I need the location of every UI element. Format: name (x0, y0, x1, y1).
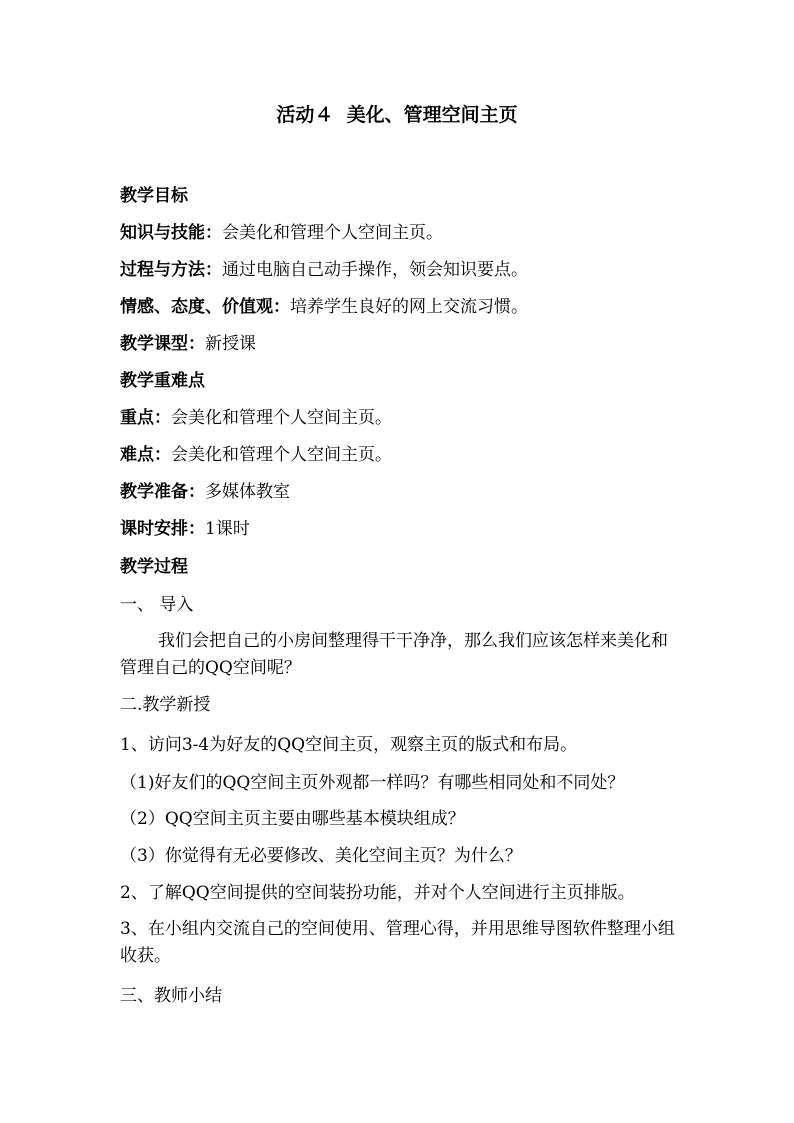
knowledge-line (120, 222, 690, 244)
key-point-line (120, 407, 690, 429)
item-2: 2、了解QQ空间提供的空间装扮功能，并对个人空间进行主页排版。 (120, 883, 635, 903)
preparation-line (120, 481, 690, 503)
lesson-type-text: 新授课 (205, 334, 256, 354)
emotion-text: 培养学生良好的网上交流习惯。 (290, 297, 528, 317)
schedule-label: 课时安排： (120, 519, 205, 539)
difficult-point-text: 会美化和管理个人空间主页。 (171, 445, 392, 465)
section-intro: 一、 导入 (120, 595, 194, 615)
process-method-line (120, 259, 690, 281)
section-new-teaching: 二.教学新授 (120, 695, 211, 715)
lesson-type-label: 教学课型： (120, 334, 205, 354)
item-3: 3、在小组内交流自己的空间使用、管理心得，并用思维导图软件整理小组收获。 (120, 919, 675, 966)
preparation-label: 教学准备： (120, 482, 205, 502)
sub-question-3: （3）你觉得有无必要修改、美化空间主页？为什么？ (120, 846, 522, 866)
emotion-label: 情感、态度、价值观： (120, 297, 290, 317)
page-title: 活动４ 美化、管理空间主页 (276, 104, 518, 126)
section-summary: 三、教师小结 (120, 986, 222, 1006)
key-point-label: 重点： (120, 408, 171, 428)
objectives-heading: 教学目标 (120, 186, 188, 206)
knowledge-text: 会美化和管理个人空间主页。 (222, 223, 443, 243)
schedule-line (120, 518, 690, 540)
preparation-text: 多媒体教室 (205, 482, 290, 502)
intro-paragraph: 我们会把自己的小房间整理得干干净净，那么我们应该怎样来美化和管理自己的QQ空间呢？ (120, 631, 668, 678)
emotion-line (120, 296, 690, 318)
item-1: 1、访问3-4为好友的QQ空间主页，观察主页的版式和布局。 (120, 735, 578, 755)
lesson-type-line (120, 333, 690, 355)
key-points-heading: 教学重难点 (120, 371, 205, 391)
process-method-text: 通过电脑自己动手操作，领会知识要点。 (222, 260, 528, 280)
schedule-text: 1课时 (205, 519, 250, 539)
difficult-point-label: 难点： (120, 445, 171, 465)
knowledge-label: 知识与技能： (120, 223, 222, 243)
sub-question-2: （2）QQ空间主页主要由哪些基本模块组成？ (120, 809, 465, 829)
process-method-label: 过程与方法： (120, 260, 222, 280)
key-point-text: 会美化和管理个人空间主页。 (171, 408, 392, 428)
difficult-point-line (120, 444, 690, 466)
sub-question-1: （1)好友们的QQ空间主页外观都一样吗？有哪些相同处和不同处？ (120, 773, 625, 793)
process-heading: 教学过程 (120, 557, 188, 577)
